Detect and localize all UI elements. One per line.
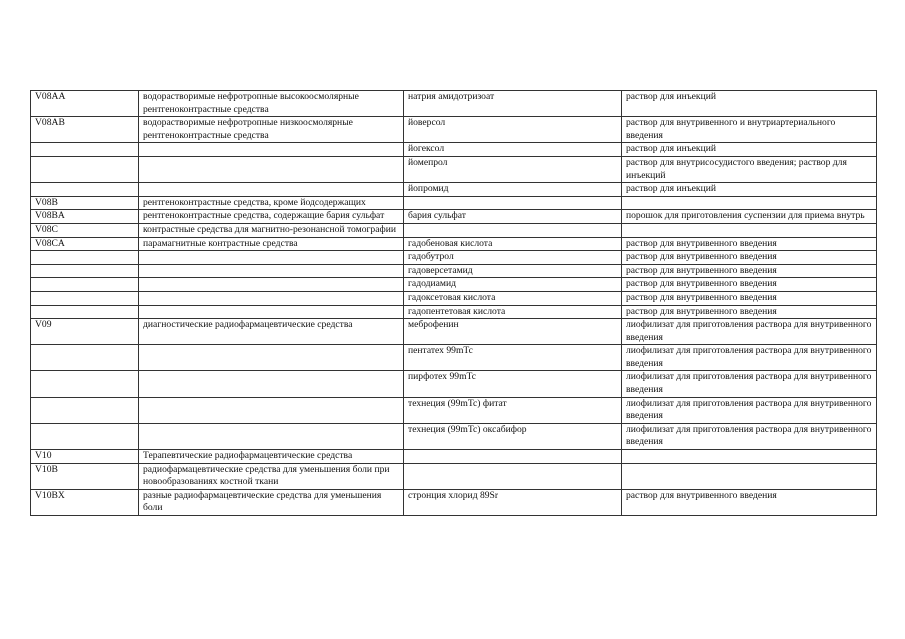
pharmacological-group-cell — [139, 291, 404, 305]
pharmacological-group-cell: контрастные средства для магнитно-резонансной томографии — [139, 223, 404, 237]
dosage-form-cell: раствор для внутривенного введения — [622, 278, 877, 292]
dosage-form-cell: раствор для внутривенного введения — [622, 489, 877, 515]
table-row — [31, 371, 877, 397]
dosage-form-cell: раствор для инъекций — [622, 91, 877, 117]
atc-code-cell — [31, 156, 139, 182]
atc-code-cell — [31, 397, 139, 423]
atc-code-cell — [31, 143, 139, 157]
substance-cell: меброфенин — [404, 319, 622, 345]
table-row — [31, 423, 877, 449]
table-row — [31, 278, 877, 292]
dosage-form-cell: раствор для внутрисосудистого введения; раствор для инъекций — [622, 156, 877, 182]
pharmacological-group-cell: радиофармацевтические средства для уменьшения боли при новообразованиях костной ткани — [139, 463, 404, 489]
substance-cell: пентатех 99mTc — [404, 345, 622, 371]
pharmacological-group-cell — [139, 305, 404, 319]
substance-cell: гадоксетовая кислота — [404, 291, 622, 305]
dosage-form-cell: раствор для инъекций — [622, 183, 877, 197]
atc-code-cell: V08CA — [31, 237, 139, 251]
substance-cell: натрия амидотризоат — [404, 91, 622, 117]
pharmacological-group-cell: рентгеноконтрастные средства, содержащие бария сульфат — [139, 210, 404, 224]
substance-cell: гадобеновая кислота — [404, 237, 622, 251]
dosage-form-cell — [622, 196, 877, 210]
atc-code-cell: V08AB — [31, 117, 139, 143]
table-row — [31, 264, 877, 278]
table-row — [31, 397, 877, 423]
dosage-form-cell: раствор для инъекций — [622, 143, 877, 157]
table-row — [31, 237, 877, 251]
substance-cell — [404, 223, 622, 237]
pharmacological-group-cell — [139, 345, 404, 371]
dosage-form-cell — [622, 450, 877, 464]
substance-cell: йопромид — [404, 183, 622, 197]
table-row — [31, 183, 877, 197]
substance-cell: стронция хлорид 89Sr — [404, 489, 622, 515]
table-row — [31, 489, 877, 515]
atc-code-cell — [31, 345, 139, 371]
pharmacological-group-cell: диагностические радиофармацевтические средства — [139, 319, 404, 345]
dosage-form-cell: раствор для внутривенного введения — [622, 237, 877, 251]
dosage-form-cell: раствор для внутривенного введения — [622, 251, 877, 265]
pharmacological-group-cell — [139, 183, 404, 197]
atc-code-cell: V10BX — [31, 489, 139, 515]
pharmacological-group-cell — [139, 143, 404, 157]
substance-cell: технеция (99mTc) фитат — [404, 397, 622, 423]
substance-cell: йомепрол — [404, 156, 622, 182]
substance-cell: бария сульфат — [404, 210, 622, 224]
substance-cell: гадоверсетамид — [404, 264, 622, 278]
atc-code-cell: V08BA — [31, 210, 139, 224]
atc-code-cell: V10 — [31, 450, 139, 464]
substance-cell: гадопентетовая кислота — [404, 305, 622, 319]
pharmacological-group-cell: Терапевтические радиофармацевтические средства — [139, 450, 404, 464]
pharmacological-group-cell — [139, 156, 404, 182]
substance-cell — [404, 196, 622, 210]
dosage-form-cell: раствор для внутривенного введения — [622, 305, 877, 319]
atc-code-cell — [31, 278, 139, 292]
atc-code-cell — [31, 423, 139, 449]
substance-cell: гадобутрол — [404, 251, 622, 265]
atc-code-cell — [31, 291, 139, 305]
pharmacological-group-cell — [139, 264, 404, 278]
table-row — [31, 251, 877, 265]
pharmacological-group-cell: водорастворимые нефротропные низкоосмолярные рентгеноконтрастные средства — [139, 117, 404, 143]
substance-cell: гадодиамид — [404, 278, 622, 292]
pharmacological-group-cell — [139, 397, 404, 423]
pharmacological-group-cell: рентгеноконтрастные средства, кроме йодсодержащих — [139, 196, 404, 210]
drug-classification-table — [30, 90, 877, 516]
table-row — [31, 156, 877, 182]
substance-cell: йоверсол — [404, 117, 622, 143]
dosage-form-cell: лиофилизат для приготовления раствора для внутривенного введения — [622, 345, 877, 371]
table-row — [31, 210, 877, 224]
dosage-form-cell: лиофилизат для приготовления раствора для внутривенного введения — [622, 371, 877, 397]
atc-code-cell — [31, 264, 139, 278]
atc-code-cell — [31, 305, 139, 319]
pharmacological-group-cell: парамагнитные контрастные средства — [139, 237, 404, 251]
atc-code-cell — [31, 251, 139, 265]
dosage-form-cell — [622, 463, 877, 489]
atc-code-cell: V09 — [31, 319, 139, 345]
atc-code-cell — [31, 371, 139, 397]
table-row — [31, 117, 877, 143]
table-row — [31, 143, 877, 157]
table-row — [31, 463, 877, 489]
dosage-form-cell — [622, 223, 877, 237]
substance-cell — [404, 450, 622, 464]
dosage-form-cell: раствор для внутривенного введения — [622, 264, 877, 278]
atc-code-cell: V08C — [31, 223, 139, 237]
table-row — [31, 345, 877, 371]
atc-code-cell: V08AA — [31, 91, 139, 117]
dosage-form-cell: лиофилизат для приготовления раствора для внутривенного введения — [622, 319, 877, 345]
dosage-form-cell: раствор для внутривенного и внутриартериального введения — [622, 117, 877, 143]
table-body — [31, 91, 877, 516]
dosage-form-cell: раствор для внутривенного введения — [622, 291, 877, 305]
substance-cell: пирфотех 99mTc — [404, 371, 622, 397]
table-row — [31, 450, 877, 464]
dosage-form-cell: порошок для приготовления суспензии для приема внутрь — [622, 210, 877, 224]
pharmacological-group-cell — [139, 251, 404, 265]
pharmacological-group-cell — [139, 423, 404, 449]
table-row — [31, 196, 877, 210]
table-row — [31, 91, 877, 117]
pharmacological-group-cell — [139, 371, 404, 397]
substance-cell — [404, 463, 622, 489]
substance-cell: йогексол — [404, 143, 622, 157]
table-row — [31, 223, 877, 237]
atc-code-cell — [31, 183, 139, 197]
table-row — [31, 291, 877, 305]
substance-cell: технеция (99mTc) оксабифор — [404, 423, 622, 449]
atc-code-cell: V10B — [31, 463, 139, 489]
atc-code-cell: V08B — [31, 196, 139, 210]
table-row — [31, 305, 877, 319]
table-row — [31, 319, 877, 345]
pharmacological-group-cell: разные радиофармацевтические средства для уменьшения боли — [139, 489, 404, 515]
pharmacological-group-cell: водорастворимые нефротропные высокоосмолярные рентгеноконтрастные средства — [139, 91, 404, 117]
dosage-form-cell: лиофилизат для приготовления раствора для внутривенного введения — [622, 423, 877, 449]
pharmacological-group-cell — [139, 278, 404, 292]
dosage-form-cell: лиофилизат для приготовления раствора для внутривенного введения — [622, 397, 877, 423]
